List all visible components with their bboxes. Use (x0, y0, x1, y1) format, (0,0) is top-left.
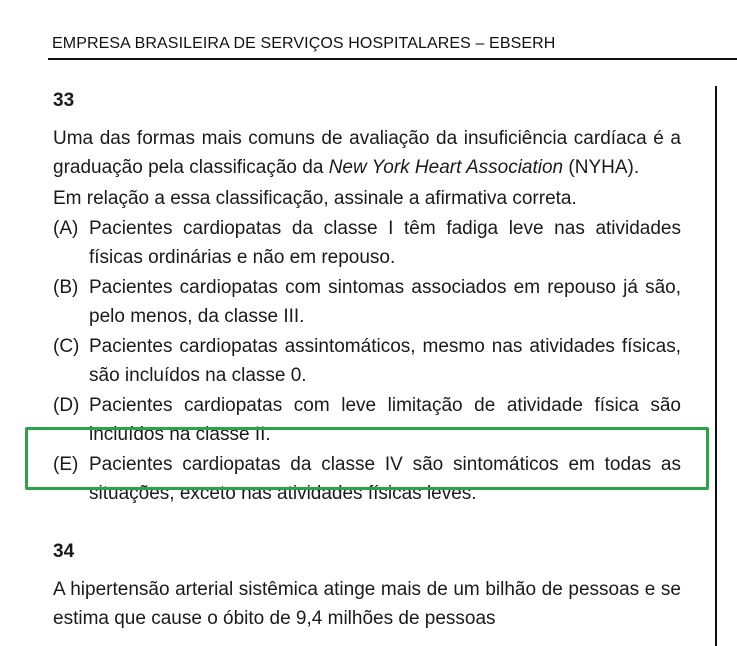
stem-text-2: (NYHA). (563, 157, 640, 178)
stem-text-1: Uma das formas mais comuns de avaliação da insuficiência cardíaca é a graduação pela classificação da (53, 128, 681, 178)
option-e-letter: (E) (53, 454, 79, 475)
question-34-stem: A hipertensão arterial sistêmica atinge mais de um bilhão de pessoas e se estima que cause o óbito de 9,4 milhões de pessoas (53, 579, 681, 629)
option-b-text: Pacientes cardiopatas com sintomas associados em repouso já são, pelo menos, da classe III. (89, 277, 681, 327)
option-c-text: Pacientes cardiopatas assintomáticos, mesmo nas atividades físicas, são incluídos na classe 0. (89, 336, 681, 386)
header-rule (48, 58, 737, 60)
stem-italic-text: New York Heart Association (328, 157, 564, 178)
option-d[interactable] (53, 391, 681, 449)
answer-options (53, 214, 681, 508)
option-d-text: Pacientes cardiopatas com leve limitação de atividade física são incluídos na classe II. (89, 395, 681, 445)
option-a[interactable] (53, 214, 681, 272)
option-e[interactable] (53, 450, 681, 508)
page-header: EMPRESA BRASILEIRA DE SERVIÇOS HOSPITALARES – EBSERH (52, 35, 556, 52)
option-b-letter: (B) (53, 277, 79, 298)
option-a-letter: (A) (53, 218, 79, 239)
question-content (53, 88, 681, 633)
question-34-number: 34 (53, 541, 75, 562)
question-33-instruction: Em relação a essa classificação, assinale a afirmativa correta. (53, 188, 577, 209)
option-c[interactable] (53, 332, 681, 390)
option-a-text: Pacientes cardiopatas da classe I têm fadiga leve nas atividades físicas ordinárias e não em repouso. (89, 218, 681, 268)
question-33-number: 33 (53, 90, 75, 111)
option-d-letter: (D) (53, 395, 80, 416)
option-b[interactable] (53, 273, 681, 331)
question-33-stem (53, 124, 681, 182)
option-c-letter: (C) (53, 336, 80, 357)
column-rule (715, 86, 717, 646)
option-e-text: Pacientes cardiopatas da classe IV são sintomáticos em todas as situações, exceto nas atividades físicas leves. (89, 454, 681, 504)
